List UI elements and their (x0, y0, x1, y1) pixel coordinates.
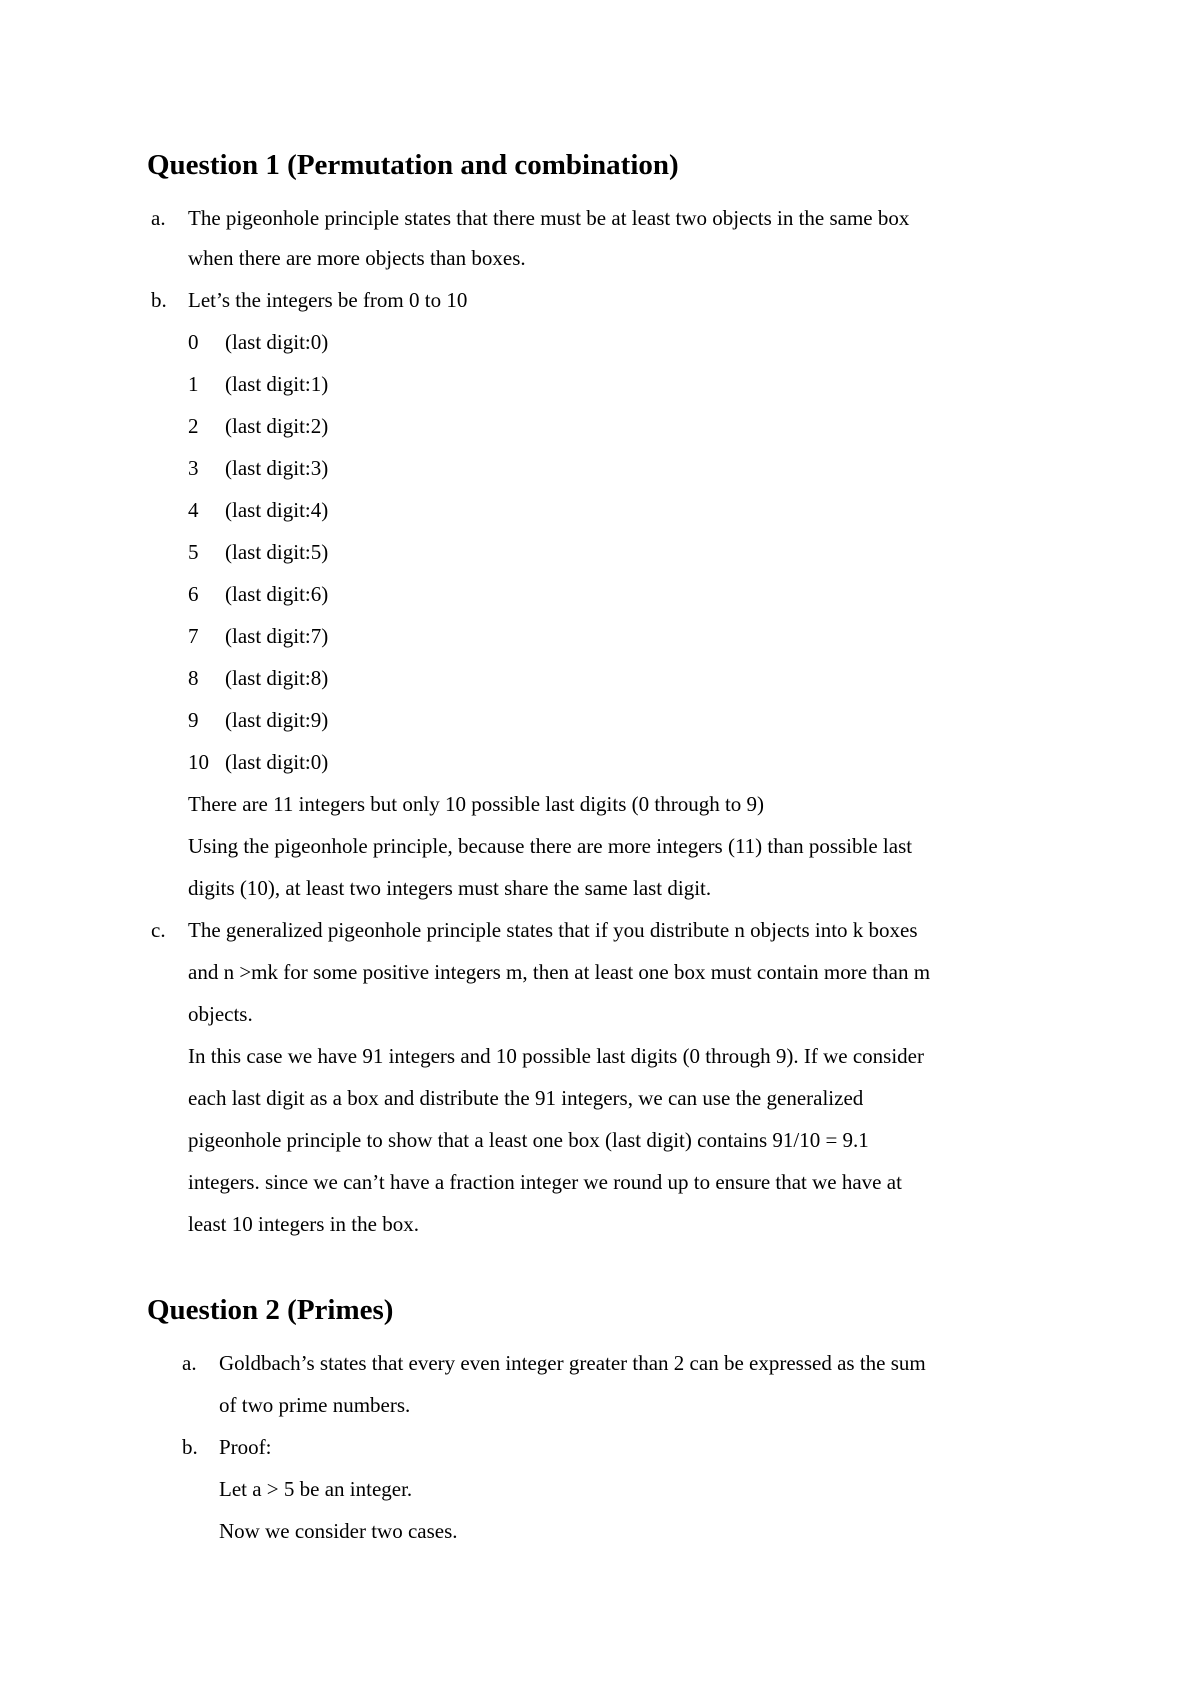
digit-number: 4 (188, 498, 199, 522)
digit-number: 1 (188, 372, 199, 396)
q1-c-line-6: pigeonhole principle to show that a least one box (last digit) contains 91/10 = 9.1 (188, 1128, 869, 1152)
q1-c-line-2: and n >mk for some positive integers m, then at least one box must contain more than m (188, 960, 931, 984)
digit-number: 8 (188, 666, 199, 690)
q1-b-after-2: Using the pigeonhole principle, because there are more integers (11) than possible last (188, 834, 913, 858)
digit-label: (last digit:3) (225, 456, 329, 480)
digit-label: (last digit:7) (225, 624, 329, 648)
digit-number: 2 (188, 414, 199, 438)
q1-c-line-5: each last digit as a box and distribute the 91 integers, we can use the generalized (188, 1086, 864, 1110)
q1-c-line-8: least 10 integers in the box. (188, 1212, 419, 1236)
q2-a-marker: a. (182, 1351, 197, 1375)
question-1-title: Question 1 (Permutation and combination) (147, 149, 679, 181)
q2-b-line-1: Proof: (219, 1435, 272, 1459)
digit-label: (last digit:4) (225, 498, 329, 522)
q2-b-line-3: Now we consider two cases. (219, 1519, 458, 1543)
digit-label: (last digit:1) (225, 372, 329, 396)
q1-b-intro: Let’s the integers be from 0 to 10 (188, 288, 468, 312)
digit-number: 5 (188, 540, 199, 564)
digit-label: (last digit:9) (225, 708, 329, 732)
digit-number: 10 (188, 750, 209, 774)
digit-number: 3 (188, 456, 199, 480)
digit-number: 6 (188, 582, 199, 606)
digit-label: (last digit:6) (225, 582, 329, 606)
q1-c-line-7: integers. since we can’t have a fraction integer we round up to ensure that we have at (188, 1170, 902, 1194)
digit-number: 7 (188, 624, 199, 648)
q1-c-line-3: objects. (188, 1002, 253, 1026)
q1-c-line-1: The generalized pigeonhole principle states that if you distribute n objects into k boxes (188, 918, 918, 942)
q1-b-after-3: digits (10), at least two integers must share the same last digit. (188, 876, 712, 900)
q2-a-line-2: of two prime numbers. (219, 1393, 411, 1417)
q1-b-marker: b. (151, 288, 167, 312)
digit-label: (last digit:8) (225, 666, 329, 690)
q1-a-line-2: when there are more objects than boxes. (188, 246, 526, 270)
digit-number: 9 (188, 708, 199, 732)
q1-b-after-1: There are 11 integers but only 10 possible last digits (0 through to 9) (188, 792, 765, 816)
q2-b-marker: b. (182, 1435, 198, 1459)
q1-c-line-4: In this case we have 91 integers and 10 possible last digits (0 through 9). If we consider (188, 1044, 924, 1068)
digit-label: (last digit:5) (225, 540, 329, 564)
digit-label: (last digit:0) (225, 330, 329, 354)
digit-label: (last digit:0) (225, 750, 329, 774)
q1-a-marker: a. (151, 206, 166, 230)
question-2-title: Question 2 (Primes) (147, 1294, 394, 1326)
q1-a-line-1: The pigeonhole principle states that there must be at least two objects in the same box (188, 206, 910, 230)
digit-label: (last digit:2) (225, 414, 329, 438)
q1-c-marker: c. (151, 918, 166, 942)
q2-b-line-2: Let a > 5 be an integer. (219, 1477, 413, 1501)
q2-a-line-1: Goldbach’s states that every even integer greater than 2 can be expressed as the sum (219, 1351, 926, 1375)
digit-number: 0 (188, 330, 199, 354)
